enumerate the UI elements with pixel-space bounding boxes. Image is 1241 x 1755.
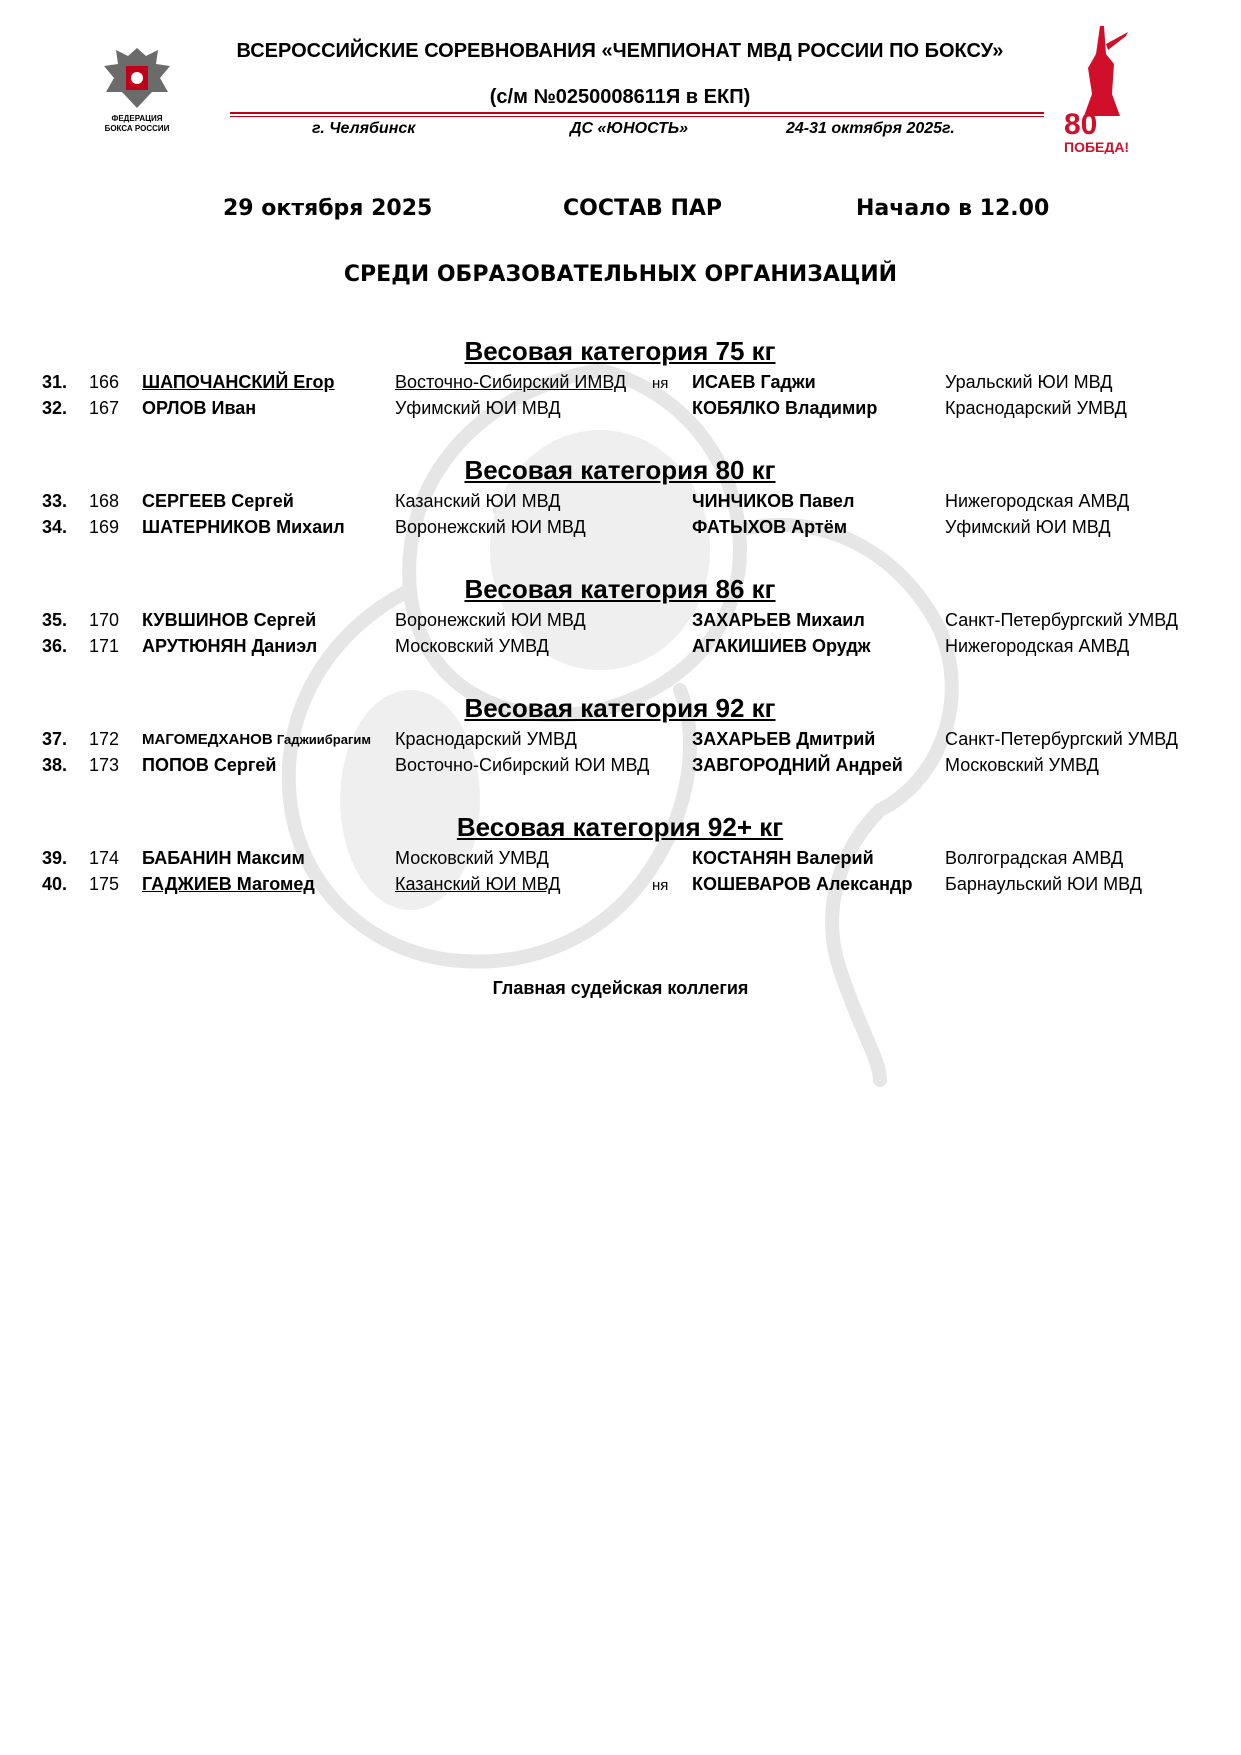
result-mark: ня: [652, 375, 669, 392]
event-venue: ДС «ЮНОСТЬ»: [570, 120, 689, 137]
red-corner-team: Восточно-Сибирский ИМВД: [395, 372, 627, 392]
bout-number: 170: [89, 610, 120, 630]
blue-corner-name: ЗАХАРЬЕВ Михаил: [692, 610, 865, 630]
bout-number: 168: [89, 491, 120, 511]
blue-corner-name: АГАКИШИЕВ Орудж: [692, 636, 871, 656]
bout-row: [0, 874, 1241, 900]
red-corner-team: Воронежский ЮИ МВД: [395, 517, 586, 537]
red-corner-team: Восточно-Сибирский ЮИ МВД: [395, 755, 650, 775]
section-title: СРЕДИ ОБРАЗОВАТЕЛЬНЫХ ОРГАНИЗАЦИЙ: [343, 262, 898, 287]
bout-index: 40.: [42, 874, 68, 894]
bout-number: 175: [89, 874, 120, 894]
bout-number: 171: [89, 636, 120, 656]
red-corner-team: Уфимский ЮИ МВД: [395, 398, 561, 418]
blue-corner-name: ЧИНЧИКОВ Павел: [692, 491, 855, 511]
red-corner-name: ШАПОЧАНСКИЙ Егор: [142, 372, 335, 392]
blue-corner-team: Барнаульский ЮИ МВД: [945, 874, 1142, 894]
bout-row: [0, 372, 1241, 398]
bout-row: [0, 491, 1241, 517]
bout-index: 33.: [42, 491, 68, 511]
red-corner-name: МАГОМЕДХАНОВ Гаджиибрагим: [142, 731, 371, 748]
bout-number: 166: [89, 372, 120, 392]
session-date: 29 октября 2025: [223, 196, 433, 221]
header-divider-thin: [230, 116, 1044, 117]
bout-row: [0, 755, 1241, 781]
red-corner-name: ПОПОВ Сергей: [142, 755, 277, 775]
boxing-federation-logo: [96, 42, 178, 114]
session-start: Начало в 12.00: [856, 196, 1050, 221]
judges-signature: Главная судейская коллегия: [492, 978, 749, 998]
red-corner-team: Воронежский ЮИ МВД: [395, 610, 586, 630]
session-title: СОСТАВ ПАР: [563, 196, 723, 221]
bout-row: [0, 517, 1241, 543]
bout-number: 169: [89, 517, 120, 537]
bout-row: [0, 848, 1241, 874]
red-corner-team: Казанский ЮИ МВД: [395, 874, 561, 894]
blue-corner-name: КОСТАНЯН Валерий: [692, 848, 874, 868]
weight-category-title: Весовая категория 80 кг: [464, 455, 776, 485]
event-city: г. Челябинск: [312, 120, 416, 137]
red-corner-team: Московский УМВД: [395, 636, 549, 656]
red-corner-name: КУВШИНОВ Сергей: [142, 610, 317, 630]
red-corner-name: ОРЛОВ Иван: [142, 398, 257, 418]
result-mark: ня: [652, 877, 669, 894]
blue-corner-name: ЗАВГОРОДНИЙ Андрей: [692, 755, 903, 775]
blue-corner-team: Санкт-Петербургский УМВД: [945, 610, 1178, 630]
red-corner-name: АРУТЮНЯН Даниэл: [142, 636, 318, 656]
blue-corner-team: Уральский ЮИ МВД: [945, 372, 1113, 392]
event-title: ВСЕРОССИЙСКИЕ СОРЕВНОВАНИЯ «ЧЕМПИОНАТ МВД РОССИИ ПО БОКСУ»: [236, 40, 1004, 62]
bout-index: 36.: [42, 636, 68, 656]
bout-number: 174: [89, 848, 120, 868]
bout-index: 32.: [42, 398, 68, 418]
bout-index: 31.: [42, 372, 68, 392]
bout-number: 172: [89, 729, 120, 749]
red-corner-first-name: Гаджиибрагим: [276, 732, 371, 747]
red-corner-name: СЕРГЕЕВ Сергей: [142, 491, 294, 511]
bout-row: [0, 398, 1241, 424]
blue-corner-name: ЗАХАРЬЕВ Дмитрий: [692, 729, 876, 749]
red-corner-team: Казанский ЮИ МВД: [395, 491, 561, 511]
blue-corner-name: ФАТЫХОВ Артём: [692, 517, 848, 537]
blue-corner-team: Краснодарский УМВД: [945, 398, 1127, 418]
bout-index: 35.: [42, 610, 68, 630]
bout-index: 38.: [42, 755, 68, 775]
red-corner-team: Краснодарский УМВД: [395, 729, 577, 749]
red-corner-team: Московский УМВД: [395, 848, 549, 868]
blue-corner-name: ИСАЕВ Гаджи: [692, 372, 816, 392]
blue-corner-name: КОБЯЛКО Владимир: [692, 398, 878, 418]
blue-corner-team: Волгоградская АМВД: [945, 848, 1124, 868]
bout-index: 37.: [42, 729, 68, 749]
weight-category-title: Весовая категория 86 кг: [464, 574, 776, 604]
blue-corner-name: КОШЕВАРОВ Александр: [692, 874, 913, 894]
red-corner-name: ГАДЖИЕВ Магомед: [142, 874, 315, 894]
victory-80-logo: [1062, 24, 1132, 154]
weight-category-title: Весовая категория 75 кг: [464, 336, 776, 366]
blue-corner-team: Санкт-Петербургский УМВД: [945, 729, 1178, 749]
bout-number: 173: [89, 755, 120, 775]
blue-corner-team: Московский УМВД: [945, 755, 1099, 775]
blue-corner-team: Уфимский ЮИ МВД: [945, 517, 1111, 537]
victory-number: 80: [1064, 108, 1098, 141]
bout-index: 34.: [42, 517, 68, 537]
event-code: (с/м №0250008611Я в ЕКП): [489, 86, 751, 108]
bout-row: [0, 729, 1241, 755]
red-corner-name: ШАТЕРНИКОВ Михаил: [142, 517, 345, 537]
bout-index: 39.: [42, 848, 68, 868]
blue-corner-team: Нижегородская АМВД: [945, 636, 1130, 656]
red-corner-name: БАБАНИН Максим: [142, 848, 305, 868]
bout-row: [0, 636, 1241, 662]
bout-number: 167: [89, 398, 120, 418]
weight-category-title: Весовая категория 92 кг: [464, 693, 776, 723]
event-dates: 24-31 октября 2025г.: [786, 120, 955, 137]
victory-text: ПОБЕДА!: [1064, 139, 1130, 154]
federation-label: ФЕДЕРАЦИЯ БОКСА РОССИИ: [104, 114, 170, 133]
header-divider: [230, 112, 1044, 114]
bout-row: [0, 610, 1241, 636]
weight-category-title: Весовая категория 92+ кг: [456, 812, 784, 842]
blue-corner-team: Нижегородская АМВД: [945, 491, 1130, 511]
